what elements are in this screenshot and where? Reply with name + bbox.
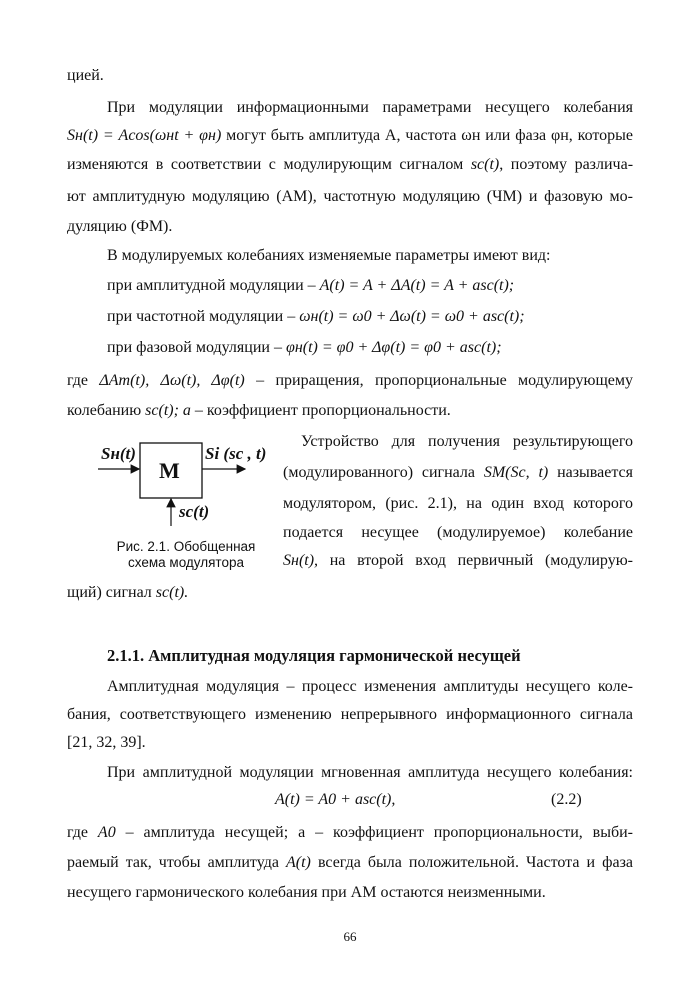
carrier-amplitude-symbol: A0 [97, 824, 116, 841]
text-line: При амплитудной модуляции мгновенная амплитуда несущего колебания: [107, 764, 633, 781]
text-span: – амплитуда несущей; a – коэффициент пропорциональности, выби- [125, 824, 633, 841]
text-span: где [67, 824, 89, 841]
text-span: , поэтому различа- [499, 156, 634, 173]
text-line [67, 126, 633, 146]
text-span: – приращения, пропорциональные модулирующему [256, 372, 633, 389]
text-line: [21, 32, 39]. [67, 734, 146, 751]
page-number: 66 [343, 929, 357, 944]
text-line [107, 276, 514, 296]
am-formula: A(t) = A + ΔA(t) = A + asc(t); [319, 277, 515, 294]
carrier-symbol: Sн(t), [283, 552, 319, 569]
text-line [67, 823, 633, 843]
signal-symbol: sc(t); [145, 402, 179, 419]
text-line: несущего гармонического колебания при АМ остаются неизменными. [67, 884, 546, 901]
text-span: – коэффициент пропорциональности. [194, 402, 451, 419]
text-span: называется [557, 464, 633, 481]
text-line [67, 371, 633, 391]
block-label: M [159, 458, 180, 483]
text-line: Амплитудная модуляция – процесс изменения амплитуды несущего коле- [107, 678, 633, 695]
text-line [107, 307, 525, 327]
text-line: Устройство для получения результирующего [301, 433, 633, 450]
text-span: всегда была положительной. Частота и фаза [317, 854, 634, 871]
amplitude-symbol: A(t) [286, 854, 311, 871]
text-span: колебанию [67, 402, 142, 419]
text-line: дуляцию (ФМ). [67, 218, 173, 235]
text-span: где [67, 372, 89, 389]
equation-2-2: A(t) = A0 + asc(t), [275, 791, 396, 808]
input-label: Sн(t) [101, 444, 136, 463]
text-span: при частотной модуляции – [107, 308, 296, 325]
output-label: Sі (sc , t) [205, 444, 267, 463]
text-span: при амплитудной модуляции – [107, 277, 316, 294]
coefficient-symbol: a [182, 402, 191, 419]
text-line: подается несущее (модулируемое) колебание [283, 524, 633, 541]
equation-number: (2.2) [551, 791, 582, 808]
text-line [283, 463, 633, 483]
text-span: изменяются в соответствии с модулирующим сигналом [67, 156, 464, 173]
text-span: при фазовой модуляции – [107, 339, 282, 356]
signal-symbol: sc(t). [155, 584, 189, 601]
text-line: бания, соответствующего изменению непрерывного информационного сигнала [67, 706, 633, 723]
modulating-label: sc(t) [179, 502, 210, 521]
text-line [67, 583, 188, 603]
modulated-signal-symbol: SM(Sc, t) [483, 464, 549, 481]
signal-symbol: sc(t) [470, 156, 500, 173]
figure-caption [95, 539, 277, 571]
text-span: (модулированного) сигнала [283, 464, 475, 481]
text-line [67, 401, 451, 421]
text-line [283, 551, 633, 571]
increment-symbols: ΔAm(t), Δω(t), Δφ(t) [99, 372, 245, 389]
text-span: могут быть амплитуда A, частота ωн или фаза φн, которые [226, 127, 634, 144]
text-line [67, 853, 633, 873]
section-heading: 2.1.1. Амплитудная модуляция гармонической несущей [107, 646, 521, 665]
text-line [67, 155, 633, 175]
text-line: цией. [67, 67, 104, 84]
text-line [107, 338, 502, 358]
fm-formula: ωн(t) = ω0 + Δω(t) = ω0 + asc(t); [299, 308, 525, 325]
text-span: на второй вход первичный (модулирую- [329, 552, 633, 569]
text-line: В модулируемых колебаниях изменяемые параметры имеют вид: [107, 247, 551, 264]
text-line: ют амплитудную модуляцию (АМ), частотную модуляцию (ЧМ) и фазовую мо- [67, 188, 633, 205]
text-span: щий) сигнал [67, 584, 152, 601]
text-line: При модуляции информационными параметрами несущего колебания [107, 99, 633, 116]
pm-formula: φн(t) = φ0 + Δφ(t) = φ0 + asc(t); [285, 339, 502, 356]
caption-line: Рис. 2.1. Обобщенная [116, 539, 256, 554]
text-line: модулятором, (рис. 2.1), на один вход которого [283, 495, 633, 512]
caption-line: схема модулятора [128, 555, 244, 570]
text-span: раемый так, чтобы амплитуда [67, 854, 279, 871]
carrier-formula: Sн(t) = Acos(ωнt + φн) [67, 127, 222, 144]
